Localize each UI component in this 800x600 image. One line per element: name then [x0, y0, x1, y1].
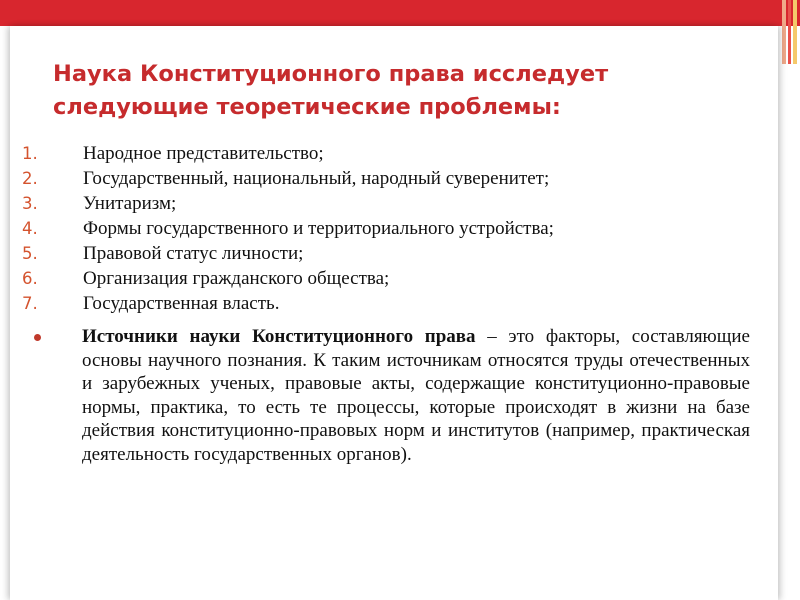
list-item-text: Государственная власть. — [83, 293, 280, 314]
decorative-stripes — [780, 0, 800, 64]
sources-term: Источники науки Конституционного права — [82, 326, 476, 347]
list-item-text: Правовой статус личности; — [83, 243, 304, 264]
stripe-yellow — [793, 0, 797, 64]
bullet-icon — [34, 334, 41, 341]
sources-paragraph — [82, 325, 750, 467]
list-number: 6. — [22, 269, 38, 288]
list-item — [22, 191, 762, 216]
list-number: 5. — [22, 244, 38, 263]
list-number: 3. — [22, 194, 38, 213]
list-item-text: Государственный, национальный, народный суверенитет; — [83, 168, 550, 189]
list-item-text: Народное представительство; — [83, 143, 324, 164]
slide-title: Наука Конституционного права исследует следующие теоретические проблемы: — [53, 61, 609, 120]
list-item-text: Организация гражданского общества; — [83, 268, 390, 289]
stripe-red — [788, 0, 791, 64]
list-item — [22, 216, 762, 241]
list-number: 2. — [22, 169, 38, 188]
list-item — [22, 291, 762, 316]
list-item — [22, 266, 762, 291]
list-item-text: Формы государственного и территориального устройства; — [83, 218, 554, 239]
list-item-text: Унитаризм; — [83, 193, 177, 214]
problems-list — [22, 141, 762, 316]
list-item — [22, 241, 762, 266]
stripe-peach — [782, 0, 786, 64]
list-item — [22, 166, 762, 191]
list-number: 4. — [22, 219, 38, 238]
list-number: 1. — [22, 144, 38, 163]
list-item — [22, 141, 762, 166]
sources-definition: – это факторы, составляющие основы научного познания. К таким источникам относятся труды отечественных и зарубежных ученых, правовые акты, содержащие конституционно-правовые нормы, практика, то есть те процессы, которые происходят в жизни на базе действия конституционно-правовых норм и институтов (например, практическая деятельность государственных органов). — [82, 326, 750, 465]
top-banner-bar — [0, 0, 800, 26]
list-number: 7. — [22, 294, 38, 313]
